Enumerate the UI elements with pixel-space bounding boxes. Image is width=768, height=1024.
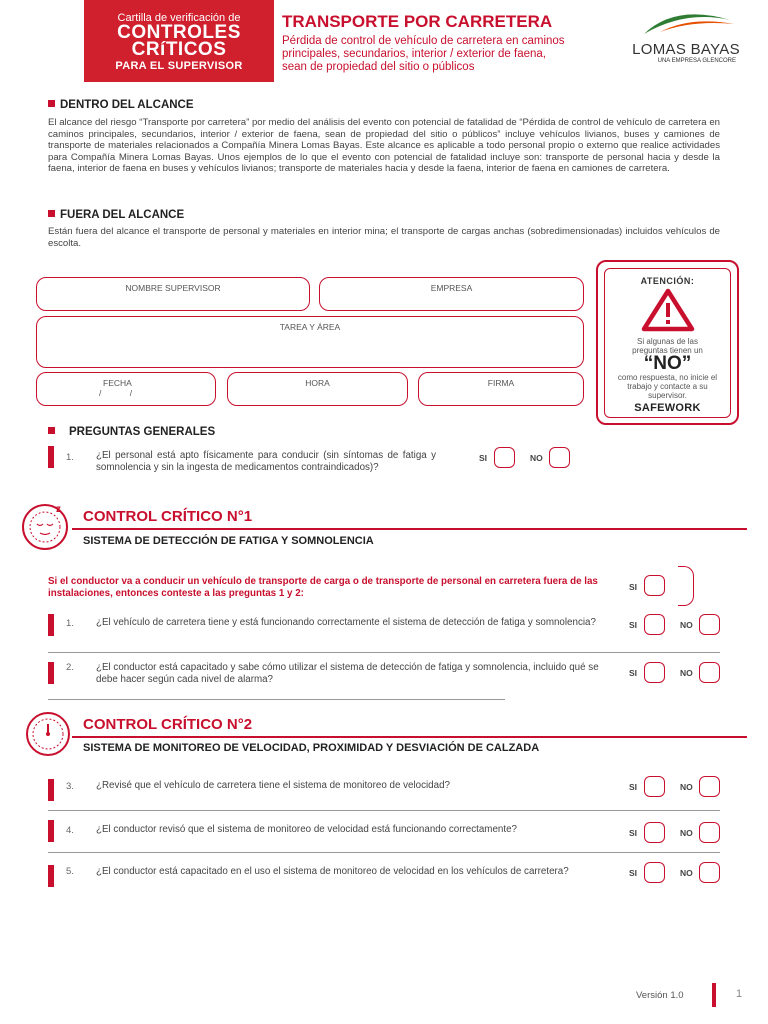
q1-yes-checkbox[interactable] (644, 614, 665, 635)
header-line1: Cartilla de verificación de (117, 12, 241, 24)
warning-triangle-icon (641, 288, 695, 332)
question-marker (48, 779, 54, 801)
no-label: NO (680, 828, 693, 838)
q4-yes-checkbox[interactable] (644, 822, 665, 843)
no-label: NO (680, 668, 693, 678)
logo-tagline: UNA EMPRESA GLENCORE (657, 58, 736, 64)
attention-text-2: como respuesta, no inicie el trabajo y contacte a su supervisor. (617, 373, 718, 400)
condition-bracket (678, 566, 694, 606)
yes-label: SI (629, 582, 638, 592)
version-label: Versión 1.0 (636, 990, 684, 1001)
q3-no-checkbox[interactable] (699, 776, 720, 797)
attention-no: “NO” (643, 353, 692, 374)
time-field[interactable]: HORA (227, 372, 408, 406)
in-scope-heading: DENTRO DEL ALCANCE (48, 99, 194, 111)
out-scope-heading: FUERA DEL ALCANCE (48, 209, 184, 221)
header-line3: PARA EL SUPERVISOR (115, 60, 243, 72)
no-label: NO (680, 868, 693, 878)
attention-title: ATENCIÓN: (640, 276, 695, 286)
control-1-divider (72, 528, 747, 530)
date-field[interactable]: FECHA / / (36, 372, 216, 406)
row-divider (48, 699, 505, 700)
document-title: TRANSPORTE POR CARRETERA (282, 12, 553, 31)
attention-text-1: Si algunas de las preguntas tienen un (632, 337, 703, 355)
logo-swoosh-icon (630, 8, 742, 38)
control-1-condition: Si el conductor va a conducir un vehículo de transporte de carga o de transporte de personal en carretera fuera de las instalaciones, entonces conteste a las preguntas 1 y 2: (48, 576, 598, 599)
condition-yes-checkbox[interactable] (644, 575, 665, 596)
question-marker (48, 865, 54, 887)
question-number: 3. (66, 781, 74, 792)
question-number: 1. (66, 618, 74, 629)
no-label: NO (530, 453, 543, 463)
header-badge (84, 0, 274, 82)
supervisor-name-field[interactable]: NOMBRE SUPERVISOR (36, 277, 310, 311)
no-label: NO (680, 620, 693, 630)
row-divider (48, 852, 720, 853)
control-critico-1-subtitle: SISTEMA DE DETECCIÓN DE FATIGA Y SOMNOLENCIA (83, 535, 374, 547)
header-line2a: CONTROLES (117, 22, 241, 43)
general-q1-yes-checkbox[interactable] (494, 447, 515, 468)
q2-yes-checkbox[interactable] (644, 662, 665, 683)
out-scope-text: Están fuera del alcance el transporte de personal y materiales en interior mina; el transporte de cargas anchas (sobredimensionadas) incluidos vehículos de escolta. (48, 226, 720, 249)
q1-no-checkbox[interactable] (699, 614, 720, 635)
document-subtitle: Pérdida de control de vehículo de carretera en caminos principales, secundarios, interior / exterior de faena, sean de propiedad del sitio o públicos (282, 35, 565, 73)
page-number: 1 (736, 988, 743, 1000)
control-2-question-4: ¿El conductor revisó que el sistema de monitoreo de velocidad está funcionando correctamente? (96, 824, 517, 835)
svg-text:z: z (56, 504, 61, 515)
attention-box (604, 268, 731, 418)
question-marker (48, 446, 54, 468)
control-2-question-3: ¿Revisé que el vehículo de carretera tiene el sistema de monitoreo de velocidad? (96, 780, 450, 791)
general-q1-no-checkbox[interactable] (549, 447, 570, 468)
row-divider (48, 652, 720, 653)
q5-yes-checkbox[interactable] (644, 862, 665, 883)
no-label: NO (680, 782, 693, 792)
q3-yes-checkbox[interactable] (644, 776, 665, 797)
yes-label: SI (629, 828, 638, 838)
row-divider (48, 810, 720, 811)
q5-no-checkbox[interactable] (699, 862, 720, 883)
q2-no-checkbox[interactable] (699, 662, 720, 683)
yes-label: SI (629, 620, 638, 630)
task-area-field[interactable]: TAREA Y ÁREA (36, 316, 584, 368)
question-number: 4. (66, 825, 74, 836)
speedometer-icon (22, 708, 74, 760)
sleepy-face-icon (18, 500, 72, 552)
control-1-question-1: ¿El vehículo de carretera tiene y está funcionando correctamente el sistema de detección de fatiga y somnolencia? (96, 617, 596, 628)
control-1-question-2: ¿El conductor está capacitado y sabe cómo utilizar el sistema de detección de fatiga y somnolencia, incluido qué se debe hacer según cada nivel de alarma? (96, 662, 599, 685)
in-scope-text: El alcance del riesgo “Transporte por carretera” por medio del análisis del evento con potencial de fatalidad de “Pérdida de control de vehículo de carretera en caminos principales, secundarios, interior / exterior de faena, sean de propiedad del sitio o públicos” incluye vehículos livianos, buses y camiones de transporte de materiales relacionados a Compañía Minera Lomas Bayas. Este alcance es aplicable a todo personal propio o externo que realice actividades para Compañía Minera Lomas Bayas. Unos ejemplos de lo que el evento con potencial de fatalidad incluye son: transporte de personal hacia y desde la faena, interior de faena en buses y vehículos livianos; transporte de materiales hacia y desde la faena, interior de faena en camiones de carretera. (48, 117, 720, 175)
yes-label: SI (629, 668, 638, 678)
control-critico-1-title: CONTROL CRÍTICO N°1 (83, 508, 253, 525)
question-number: 2. (66, 662, 74, 673)
header-line2b: CRíTICOS (131, 39, 227, 60)
question-marker (48, 614, 54, 636)
control-2-divider (72, 736, 747, 738)
control-critico-2-subtitle: SISTEMA DE MONITOREO DE VELOCIDAD, PROXIMIDAD Y DESVIACIÓN DE CALZADA (83, 742, 540, 754)
company-field[interactable]: EMPRESA (319, 277, 584, 311)
q4-no-checkbox[interactable] (699, 822, 720, 843)
safework-logo: SAFEWORK (634, 402, 701, 414)
yes-label: SI (479, 453, 488, 463)
general-questions-heading: PREGUNTAS GENERALES (48, 426, 215, 438)
yes-label: SI (629, 868, 638, 878)
question-number: 5. (66, 866, 74, 877)
control-2-question-5: ¿El conductor está capacitado en el uso el sistema de monitoreo de velocidad en los vehículos de carretera? (96, 866, 569, 877)
signature-field[interactable]: FIRMA (418, 372, 584, 406)
question-number: 1. (66, 452, 74, 463)
company-logo (630, 8, 742, 68)
control-critico-2-title: CONTROL CRÍTICO N°2 (83, 716, 253, 733)
general-question-1: ¿El personal está apto físicamente para conducir (sin síntomas de fatiga y somnolencia y sin la ingesta de medicamentos contraindicados)? (96, 450, 436, 473)
yes-label: SI (629, 782, 638, 792)
footer-marker (712, 983, 716, 1007)
logo-name: LOMAS BAYAS (632, 41, 740, 58)
question-marker (48, 662, 54, 684)
question-marker (48, 820, 54, 842)
